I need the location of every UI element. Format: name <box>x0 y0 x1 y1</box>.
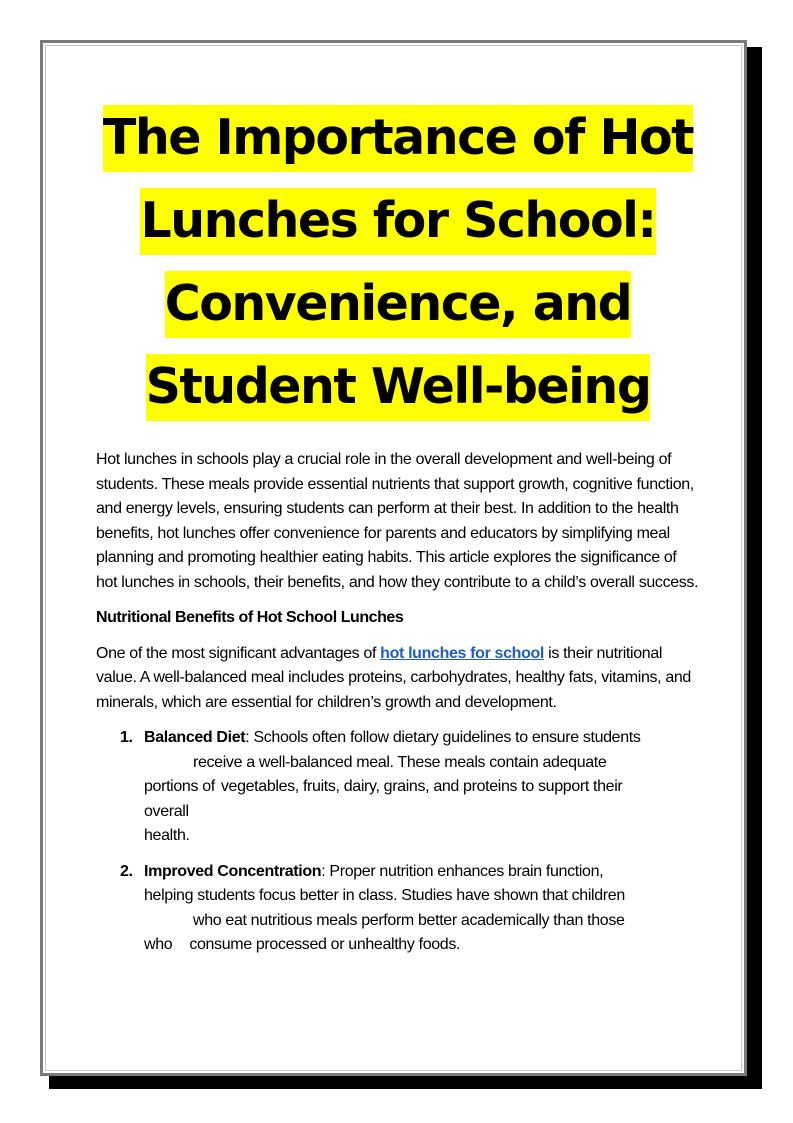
title-line-4: Student Well-being <box>145 358 651 415</box>
page-title <box>96 96 700 428</box>
paragraph-text-before-link: One of the most significant advantages of <box>96 644 381 662</box>
list-text-line: who eat nutritious meals perform better academically than those <box>193 911 625 929</box>
list-term: Improved Concentration <box>144 862 322 880</box>
list-text-line: consume processed or unhealthy foods. <box>189 936 461 953</box>
list-item-improved-concentration <box>96 860 700 958</box>
list-text-line: : Proper nutrition enhances brain function, <box>321 862 604 880</box>
hot-lunches-link[interactable]: hot lunches for school <box>380 644 545 662</box>
list-text-line: health. <box>144 827 190 844</box>
list-text-line: overall <box>144 802 189 820</box>
document-content <box>96 96 700 969</box>
section-heading: Nutritional Benefits of Hot School Lunches <box>96 609 404 626</box>
list-number: 2. <box>120 862 133 880</box>
list-text-line: : Schools often follow dietary guidelines to ensure students <box>245 729 641 746</box>
list-text-line: helping students focus better in class. Studies have shown that children <box>144 887 625 904</box>
list-text-line: vegetables, fruits, dairy, grains, and proteins to support their <box>220 778 623 795</box>
intro-paragraph: Hot lunches in schools play a crucial role in the overall development and well-being of students. These meals provide essential nutrients that support growth, cognitive function, and energy levels, ensuring students can perform at their best. In addition to the health benefits, hot lunches offer convenience for parents and educators by simplifying meal planning and promoting healthier eating habits. This article explores the significance of hot lunches in schools, their benefits, and how they contribute to a child’s overall success. <box>96 451 699 591</box>
list-text-line: receive a well-balanced meal. These meals contain adequate <box>193 753 607 771</box>
list-text-line: who <box>144 936 173 953</box>
list-text-line: portions of <box>144 778 215 795</box>
paragraph-text-after-link: is their nutritional value. A well-balanced meal includes proteins, carbohydrates, healthy fats, vitamins, and minerals, which are essential for children’s growth and development. <box>96 644 691 711</box>
title-line-3: Convenience, and <box>164 275 632 332</box>
list-item-balanced-diet <box>96 726 700 849</box>
list-term: Balanced Diet <box>144 729 246 746</box>
list-number: 1. <box>120 729 133 746</box>
title-highlight <box>103 105 693 421</box>
nutrition-paragraph <box>96 642 700 716</box>
title-line-1: The Importance of Hot <box>102 109 694 166</box>
title-line-2: Lunches for School: <box>140 192 656 249</box>
benefits-list <box>96 726 700 958</box>
